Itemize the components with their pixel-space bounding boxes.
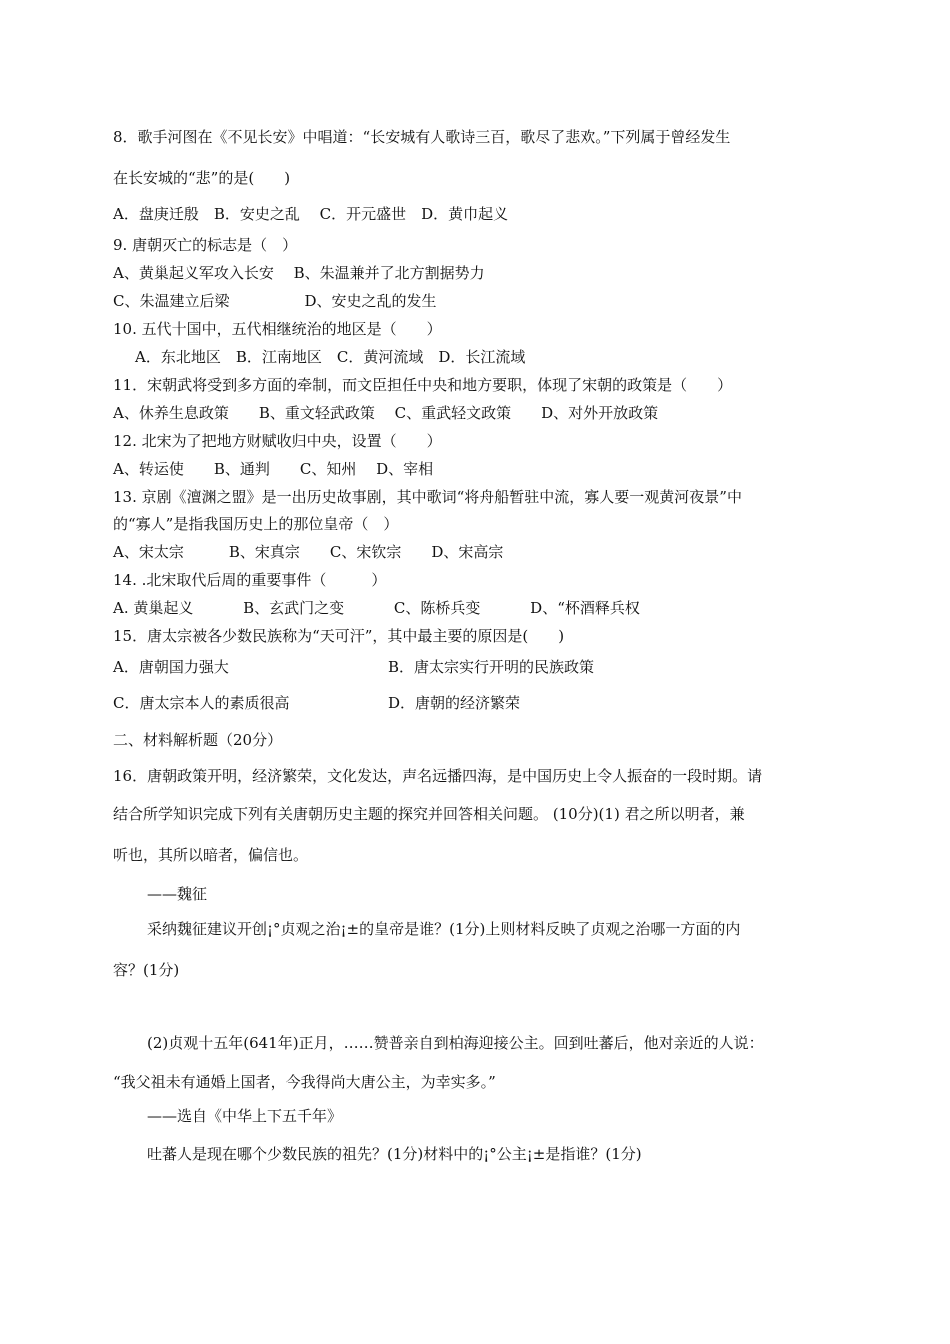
q8-line1: 8．歌手河图在《不见长安》中唱道：“长安城有人歌诗三百，歌尽了悲欢。”下列属于曾经发生 — [113, 128, 731, 146]
q15-option-c: C．唐太宗本人的素质很高 — [113, 694, 290, 712]
q16-question1: 采纳魏征建议开创¡°贞观之治¡±的皇帝是谁？(1分)上则材料反映了贞观之治哪一方面的内 — [147, 920, 741, 938]
q16-material2-line2: “我父祖未有通婚上国者，今我得尚大唐公主，为幸实多。” — [113, 1073, 496, 1091]
q8-options: A．盘庚迁殷 B．安史之乱 C．开元盛世 D．黄巾起义 — [113, 205, 509, 223]
q13-line1: 13. 京剧《澶渊之盟》是一出历史故事剧，其中歌词“将舟船暂驻中流，寡人要一观黄河夜景”中 — [113, 488, 742, 506]
q16-line2: 结合所学知识完成下列有关唐朝历史主题的探究并回答相关问题。 (10分)(1) 君之所以明者，兼 — [113, 805, 745, 823]
q16-line3: 听也，其所以暗者，偏信也。 — [113, 846, 309, 864]
q15-stem: 15．唐太宗被各少数民族称为“天可汗”，其中最主要的原因是( ) — [113, 627, 565, 645]
q14-options: A. 黄巢起义 B、玄武门之变 C、陈桥兵变 D、“杯酒释兵权 — [113, 599, 640, 617]
q14-stem: 14. .北宋取代后周的重要事件（ ） — [113, 571, 387, 589]
q10-stem: 10. 五代十国中，五代相继统治的地区是（ ） — [113, 320, 442, 338]
q9-options-cd: C、朱温建立后梁 D、安史之乱的发生 — [113, 292, 437, 310]
q16-source-weizheng: ——魏征 — [147, 885, 208, 903]
q15-option-d: D．唐朝的经济繁荣 — [388, 694, 521, 712]
section-two-heading: 二、材料解析题（20分） — [113, 731, 283, 749]
q16-source-book: ——选自《中华上下五千年》 — [147, 1107, 343, 1125]
q16-question1-cont: 容？(1分) — [113, 961, 180, 979]
q9-stem: 9. 唐朝灭亡的标志是（ ） — [113, 236, 298, 254]
q16-material2-line1: (2)贞观十五年(641年)正月，……赞普亲自到柏海迎接公主。回到吐蕃后，他对亲近的人说： — [147, 1034, 764, 1052]
q12-stem: 12. 北宋为了把地方财赋收归中央，设置（ ） — [113, 432, 442, 450]
q13-options: A、宋太宗 B、宋真宗 C、宋钦宗 D、宋高宗 — [113, 543, 504, 561]
q11-stem: 11．宋朝武将受到多方面的牵制，而文臣担任中央和地方要职，体现了宋朝的政策是（ ） — [113, 376, 733, 394]
q12-options: A、转运使 B、通判 C、知州 D、宰相 — [113, 460, 434, 478]
q16-line1: 16．唐朝政策开明，经济繁荣，文化发达，声名远播四海，是中国历史上令人振奋的一段时期。请 — [113, 767, 763, 785]
q13-line2: 的“寡人”是指我国历史上的那位皇帝（ ） — [113, 515, 399, 533]
q8-line2: 在长安城的“悲”的是( ) — [113, 169, 291, 187]
q16-question2: 吐蕃人是现在哪个少数民族的祖先？(1分)材料中的¡°公主¡±是指谁？(1分) — [147, 1145, 642, 1163]
q15-option-a: A．唐朝国力强大 — [113, 658, 229, 676]
q11-options: A、休养生息政策 B、重文轻武政策 C、重武轻文政策 D、对外开放政策 — [113, 404, 659, 422]
q10-options: A．东北地区 B．江南地区 C．黄河流域 D．长江流域 — [135, 348, 526, 366]
q15-option-b: B．唐太宗实行开明的民族政策 — [388, 658, 595, 676]
q9-options-ab: A、黄巢起义军攻入长安 B、朱温兼并了北方割据势力 — [113, 264, 485, 282]
